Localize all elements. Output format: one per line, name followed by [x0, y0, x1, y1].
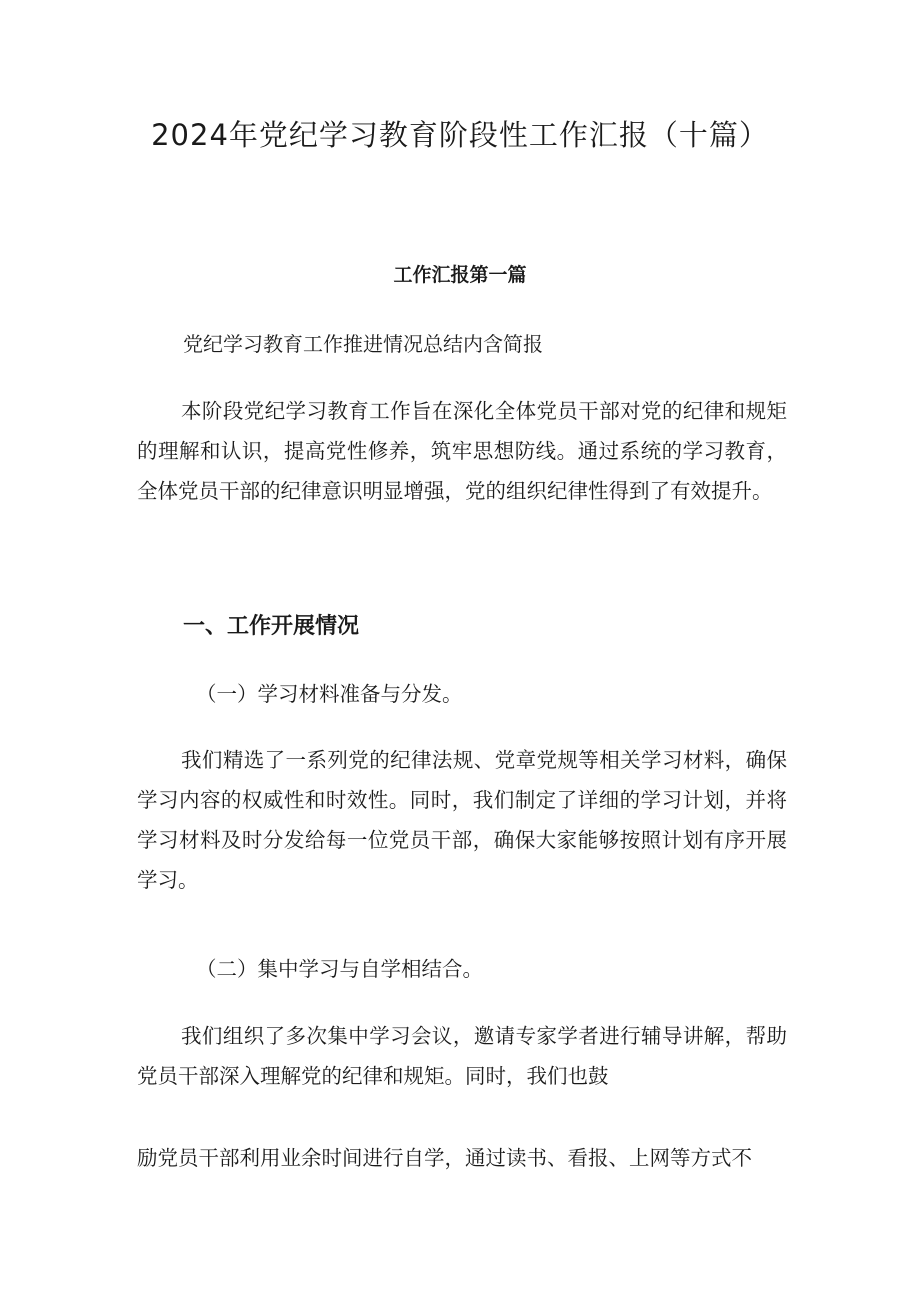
- paragraph-study-mode: 我们组织了多次集中学习会议，邀请专家学者进行辅导讲解，帮助党员干部深入理解党的纪律和规矩。同时，我们也鼓: [137, 1024, 787, 1088]
- section-title: 工作汇报第一篇: [393, 264, 527, 286]
- subheading-study-mode: （二）集中学习与自学相结合。: [196, 957, 483, 981]
- subheading-materials: （一）学习材料准备与分发。: [196, 682, 463, 706]
- document-title: 2024年党纪学习教育阶段性工作汇报（十篇）: [151, 118, 769, 152]
- intro-paragraph: 本阶段党纪学习教育工作旨在深化全体党员干部对党的纪律和规矩的理解和认识，提高党性修养，筑牢思想防线。通过系统的学习教育，全体党员干部的纪律意识明显增强，党的组织纪律性得到了有效提升。: [137, 399, 787, 503]
- paragraph-materials: 我们精选了一系列党的纪律法规、党章党规等相关学习材料，确保学习内容的权威性和时效性。同时，我们制定了详细的学习计划，并将学习材料及时分发给每一位党员干部，确保大家能够按照计划有序开展学习。: [137, 748, 787, 892]
- heading-work-progress: 一、工作开展情况: [183, 614, 360, 639]
- document-subtitle: 党纪学习教育工作推进情况总结内含简报: [183, 332, 543, 356]
- paragraph-continuation: 励党员干部利用业余时间进行自学，通过读书、看报、上网等方式不: [137, 1146, 752, 1170]
